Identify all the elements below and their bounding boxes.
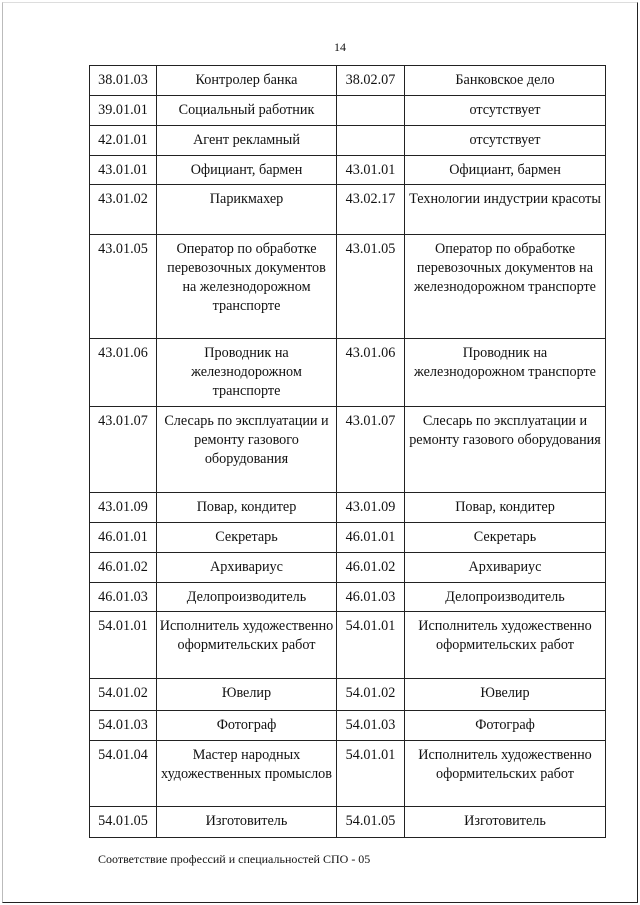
specialty-name-cell: Проводник на железнодорожном транспорте xyxy=(405,339,606,407)
profession-code-cell: 43.01.06 xyxy=(90,339,157,407)
profession-code-cell: 46.01.02 xyxy=(90,553,157,583)
profession-name-cell: Изготовитель xyxy=(157,807,337,838)
profession-code-cell: 42.01.01 xyxy=(90,126,157,156)
profession-name-cell: Повар, кондитер xyxy=(157,493,337,523)
specialty-code-cell: 43.01.01 xyxy=(337,156,405,185)
specialty-name-cell: Слесарь по эксплуатации и ремонту газового оборудования xyxy=(405,407,606,493)
profession-name-cell: Ювелир xyxy=(157,679,337,711)
specialty-code-cell: 43.01.09 xyxy=(337,493,405,523)
specialty-name-cell: Официант, бармен xyxy=(405,156,606,185)
table-row xyxy=(90,156,606,185)
specialty-name-cell: отсутствует xyxy=(405,126,606,156)
profession-name-cell: Социальный работник xyxy=(157,96,337,126)
table-row xyxy=(90,339,606,407)
profession-name-cell: Секретарь xyxy=(157,523,337,553)
table-row xyxy=(90,679,606,711)
table-row xyxy=(90,185,606,235)
profession-code-cell: 43.01.07 xyxy=(90,407,157,493)
specialty-name-cell: Изготовитель xyxy=(405,807,606,838)
table-row xyxy=(90,553,606,583)
profession-name-cell: Слесарь по эксплуатации и ремонту газового оборудования xyxy=(157,407,337,493)
profession-name-cell: Парикмахер xyxy=(157,185,337,235)
profession-name-cell: Архивариус xyxy=(157,553,337,583)
specialty-code-cell: 54.01.03 xyxy=(337,711,405,741)
profession-code-cell: 43.01.05 xyxy=(90,235,157,339)
profession-name-cell: Мастер народных художественных промыслов xyxy=(157,741,337,807)
profession-name-cell: Проводник на железнодорожном транспорте xyxy=(157,339,337,407)
profession-code-cell: 43.01.01 xyxy=(90,156,157,185)
profession-name-cell: Исполнитель художественно оформительских работ xyxy=(157,612,337,679)
profession-code-cell: 39.01.01 xyxy=(90,96,157,126)
table-row xyxy=(90,711,606,741)
specialty-name-cell: Исполнитель художественно оформительских работ xyxy=(405,741,606,807)
page-number: 14 xyxy=(334,40,346,54)
profession-name-cell: Официант, бармен xyxy=(157,156,337,185)
table-row xyxy=(90,126,606,156)
profession-name-cell: Фотограф xyxy=(157,711,337,741)
profession-name-cell: Оператор по обработке перевозочных документов на железнодорожном транспорте xyxy=(157,235,337,339)
profession-code-cell: 54.01.01 xyxy=(90,612,157,679)
specialty-code-cell: 46.01.03 xyxy=(337,583,405,612)
document-footer: Соответствие профессий и специальностей СПО - 05 xyxy=(98,852,371,866)
table-row xyxy=(90,741,606,807)
specialty-name-cell: Архивариус xyxy=(405,553,606,583)
profession-code-cell: 46.01.01 xyxy=(90,523,157,553)
table-row xyxy=(90,612,606,679)
specialty-code-cell: 54.01.01 xyxy=(337,741,405,807)
specialty-name-cell: Повар, кондитер xyxy=(405,493,606,523)
specialty-code-cell: 54.01.02 xyxy=(337,679,405,711)
profession-code-cell: 54.01.04 xyxy=(90,741,157,807)
specialty-code-cell: 43.02.17 xyxy=(337,185,405,235)
profession-code-cell: 38.01.03 xyxy=(90,66,157,96)
table-row xyxy=(90,583,606,612)
specialty-code-cell: 46.01.01 xyxy=(337,523,405,553)
profession-code-cell: 43.01.02 xyxy=(90,185,157,235)
specialty-code-cell xyxy=(337,96,405,126)
specialty-code-cell xyxy=(337,126,405,156)
specialty-name-cell: Исполнитель художественно оформительских работ xyxy=(405,612,606,679)
specialty-name-cell: Оператор по обработке перевозочных документов на железнодорожном транспорте xyxy=(405,235,606,339)
specialty-code-cell: 43.01.06 xyxy=(337,339,405,407)
specialty-code-cell: 38.02.07 xyxy=(337,66,405,96)
specialty-code-cell: 43.01.05 xyxy=(337,235,405,339)
table-row xyxy=(90,96,606,126)
specialty-name-cell: Ювелир xyxy=(405,679,606,711)
table-row xyxy=(90,523,606,553)
table-row xyxy=(90,807,606,838)
table-row xyxy=(90,493,606,523)
profession-name-cell: Контролер банка xyxy=(157,66,337,96)
specialty-name-cell: Делопроизводитель xyxy=(405,583,606,612)
specialty-code-cell: 54.01.01 xyxy=(337,612,405,679)
specialty-code-cell: 54.01.05 xyxy=(337,807,405,838)
specialty-name-cell: Банковское дело xyxy=(405,66,606,96)
profession-code-cell: 43.01.09 xyxy=(90,493,157,523)
specialty-code-cell: 46.01.02 xyxy=(337,553,405,583)
profession-code-cell: 54.01.02 xyxy=(90,679,157,711)
specialty-name-cell: Фотограф xyxy=(405,711,606,741)
profession-name-cell: Агент рекламный xyxy=(157,126,337,156)
correspondence-table xyxy=(89,65,606,838)
table-row xyxy=(90,407,606,493)
specialty-name-cell: Технологии индустрии красоты xyxy=(405,185,606,235)
specialty-name-cell: Секретарь xyxy=(405,523,606,553)
specialty-name-cell: отсутствует xyxy=(405,96,606,126)
specialty-code-cell: 43.01.07 xyxy=(337,407,405,493)
table-row xyxy=(90,66,606,96)
profession-code-cell: 54.01.03 xyxy=(90,711,157,741)
profession-code-cell: 46.01.03 xyxy=(90,583,157,612)
profession-code-cell: 54.01.05 xyxy=(90,807,157,838)
table-row xyxy=(90,235,606,339)
profession-name-cell: Делопроизводитель xyxy=(157,583,337,612)
